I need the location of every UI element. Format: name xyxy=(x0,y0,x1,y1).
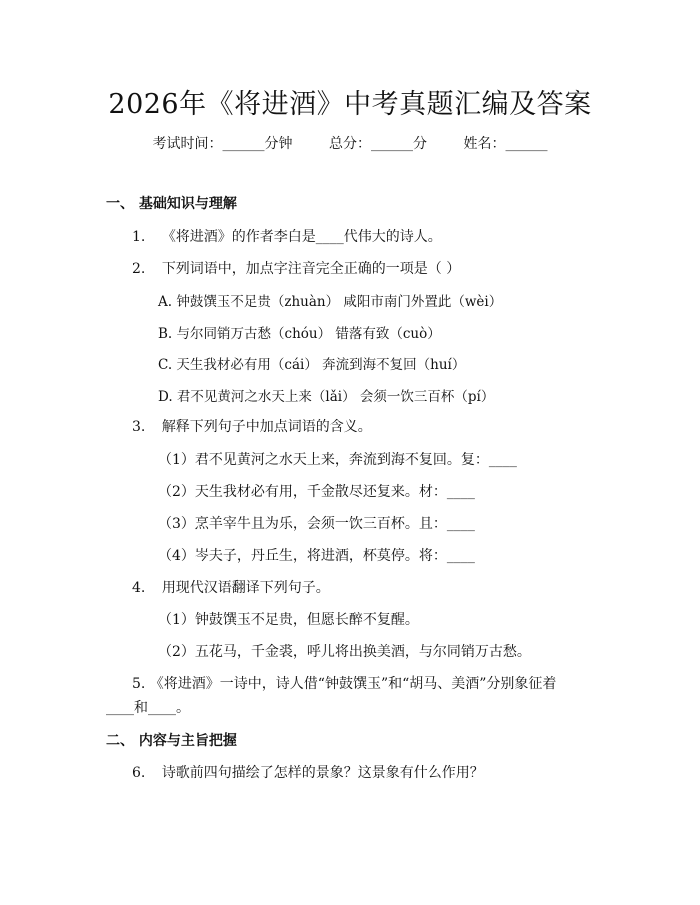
page-title: 2026年《将进酒》中考真题汇编及答案 xyxy=(108,89,592,120)
sub-item-2: （2）天生我材必有用，千金散尽还复来。材：____ xyxy=(158,484,475,500)
question-number: 2. xyxy=(132,261,146,277)
option-a: A. 钟鼓馔玉不足贵（zhuàn） 咸阳市南门外置此（wèi） xyxy=(158,294,503,310)
option-d: D. 君不见黄河之水天上来（lǎi） 会须一饮三百杯（pí） xyxy=(158,389,495,405)
section-heading-basics: 一、 基础知识与理解 xyxy=(106,196,237,212)
question-text: 解释下列句子中加点词语的含义。 xyxy=(161,419,372,435)
question-1 xyxy=(132,226,442,246)
question-5-line-2: ____和____。 xyxy=(106,700,190,716)
question-text: 下列词语中，加点字注音完全正确的一项是（ ） xyxy=(161,261,461,277)
section-heading-content: 二、 内容与主旨把握 xyxy=(106,733,237,749)
question-6 xyxy=(132,762,484,782)
question-number: 4. xyxy=(132,580,146,596)
question-number: 6. xyxy=(132,765,146,781)
exam-time-field: 考试时间：______分钟 xyxy=(152,136,293,152)
question-3 xyxy=(132,416,372,436)
question-2 xyxy=(132,258,460,278)
option-b: B. 与尔同销万古愁（chóu） 错落有致（cuò） xyxy=(158,326,441,342)
sub-item-2: （2）五花马，千金裘，呼儿将出换美酒，与尔同销万古愁。 xyxy=(158,644,531,660)
question-5-line-1: 5. 《将进酒》一诗中，诗人借“钟鼓馔玉”和“胡马、美酒”分别象征着 xyxy=(132,676,557,692)
question-number: 1. xyxy=(132,229,146,245)
option-c: C. 天生我材必有用（cái） 奔流到海不复回（huí） xyxy=(158,357,466,373)
question-text: 《将进酒》的作者李白是____代伟大的诗人。 xyxy=(161,229,442,245)
total-score-field: 总分：______分 xyxy=(329,136,427,152)
question-text: 用现代汉语翻译下列句子。 xyxy=(161,580,330,596)
exam-meta xyxy=(0,133,700,153)
sub-item-3: （3）烹羊宰牛且为乐，会须一饮三百杯。且：____ xyxy=(158,516,475,532)
sub-item-1: （1）钟鼓馔玉不足贵，但愿长醉不复醒。 xyxy=(158,612,419,628)
question-number: 3. xyxy=(132,419,146,435)
sub-item-4: （4）岑夫子，丹丘生，将进酒，杯莫停。将：____ xyxy=(158,548,475,564)
sub-item-1: （1）君不见黄河之水天上来，奔流到海不复回。复：____ xyxy=(158,452,517,468)
question-4 xyxy=(132,577,330,597)
student-name-field: 姓名：______ xyxy=(463,136,548,152)
question-text: 诗歌前四句描绘了怎样的景象？这景象有什么作用？ xyxy=(161,765,484,781)
